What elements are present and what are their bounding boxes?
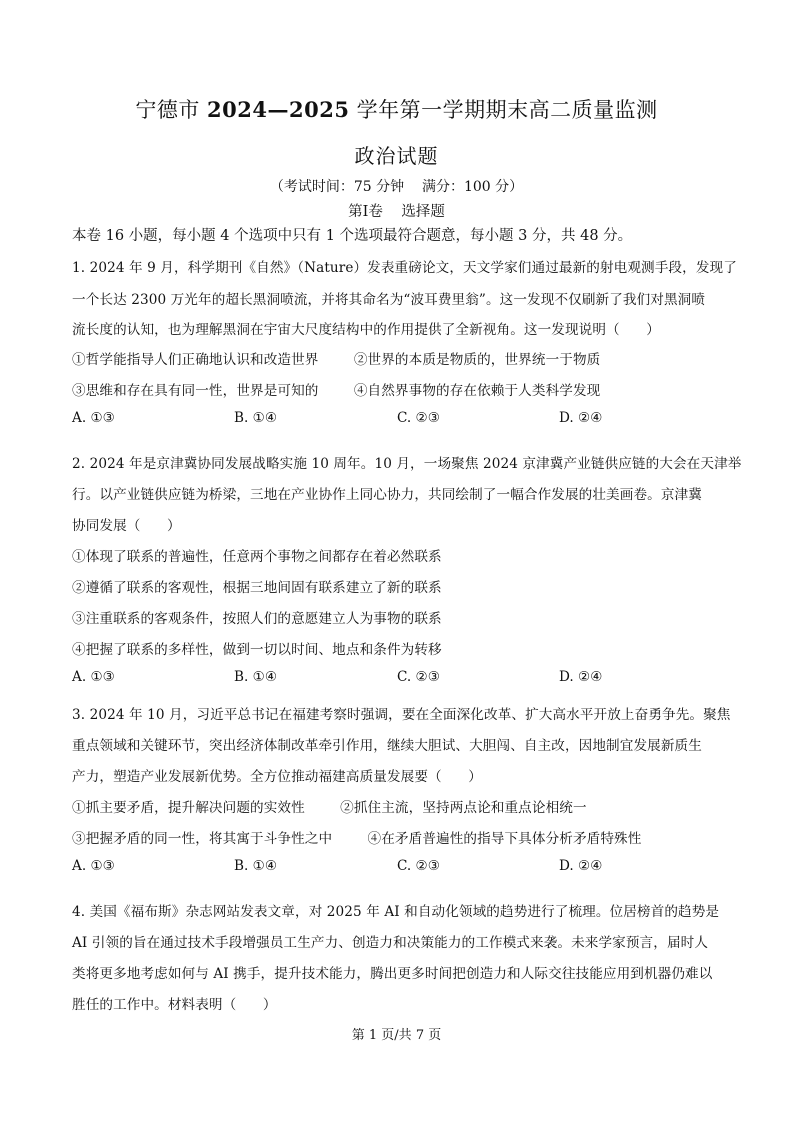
question-4-stem-line: 4. 美国《福布斯》杂志网站发表文章，对 2025 年 AI 和自动化领域的趋势进行了梳理。位居榜首的趋势是 <box>72 904 720 920</box>
option-b[interactable]: B. ①④ <box>234 669 278 685</box>
question-3-stem-line: 重点领域和关键环节，突出经济体制改革牵引作用，继续大胆试、大胆闯、自主改，因地制宜发展新质生 <box>72 738 702 754</box>
question-2-statement: ④把握了联系的多样性，做到一切以时间、地点和条件为转移 <box>72 642 442 658</box>
question-2-options <box>72 669 732 689</box>
option-b[interactable]: B. ①④ <box>234 410 278 426</box>
option-c[interactable]: C. ②③ <box>397 669 440 685</box>
option-d[interactable]: D. ②④ <box>559 858 603 874</box>
question-3-stem-line: 产力，塑造产业发展新优势。全方位推动福建高质量发展要（ ） <box>72 769 482 785</box>
question-1-options <box>72 410 732 430</box>
option-c[interactable]: C. ②③ <box>397 410 440 426</box>
option-a[interactable]: A. ①③ <box>72 410 115 426</box>
section-heading: 第Ⅰ卷 选择题 <box>348 204 445 220</box>
question-1-stem-line: 一个长达 2300 万光年的超长黑洞喷流，并将其命名为“波耳费里翁”。这一发现不仅刷新了我们对黑洞喷 <box>72 292 706 308</box>
page-footer: 第 1 页/共 7 页 <box>351 1028 442 1043</box>
question-2-statement: ①体现了联系的普遍性，任意两个事物之间都存在着必然联系 <box>72 549 442 565</box>
question-2-stem-line: 协同发展（ ） <box>72 518 181 534</box>
section-instructions: 本卷 16 小题，每小题 4 个选项中只有 1 个选项最符合题意，每小题 3 分，共 48 分。 <box>72 228 633 244</box>
title-years: 2024—2025 <box>207 97 350 122</box>
question-4-stem-line: 胜任的工作中。材料表明（ ） <box>72 997 277 1013</box>
option-b[interactable]: B. ①④ <box>234 858 278 874</box>
option-c[interactable]: C. ②③ <box>397 858 440 874</box>
question-1-stem-line: 流长度的认知，也为理解黑洞在宇宙大尺度结构中的作用提供了全新视角。这一发现说明（ ） <box>72 322 660 338</box>
option-a[interactable]: A. ①③ <box>72 669 115 685</box>
question-3-statement: ①抓主要矛盾，提升解决问题的实效性 ②抓住主流，坚持两点论和重点论相统一 <box>72 800 587 816</box>
option-d[interactable]: D. ②④ <box>559 669 603 685</box>
question-2-stem-line: 2. 2024 年是京津冀协同发展战略实施 10 周年。10 月，一场聚焦 2024 京津冀产业链供应链的大会在天津举 <box>72 456 742 472</box>
question-1-statement: ①哲学能指导人们正确地认识和改造世界 ②世界的本质是物质的，世界统一于物质 <box>72 352 601 368</box>
question-3-stem-line: 3. 2024 年 10 月，习近平总书记在福建考察时强调，要在全面深化改革、扩大高水平开放上奋勇争先。聚焦 <box>72 707 731 723</box>
question-4-stem-line: 类将更多地考虑如何与 AI 携手，提升技术能力，腾出更多时间把创造力和人际交往技能应用到机器仍难以 <box>72 966 713 982</box>
question-3-options <box>72 858 732 878</box>
title-prefix: 宁德市 <box>135 98 208 122</box>
option-d[interactable]: D. ②④ <box>559 410 603 426</box>
title-suffix: 学年第一学期期末高二质量监测 <box>349 98 658 122</box>
question-2-stem-line: 行。以产业链供应链为桥梁，三地在产业协作上同心协力，共同绘制了一幅合作发展的壮美画卷。京津冀 <box>72 487 702 503</box>
question-1-stem-line: 1. 2024 年 9 月，科学期刊《自然》（Nature）发表重磅论文，天文学家们通过最新的射电观测手段，发现了 <box>72 260 737 276</box>
question-1-statement: ③思维和存在具有同一性，世界是可知的 ④自然界事物的存在依赖于人类科学发现 <box>72 383 601 399</box>
option-a[interactable]: A. ①③ <box>72 858 115 874</box>
question-2-statement: ③注重联系的客观条件，按照人们的意愿建立人为事物的联系 <box>72 611 442 627</box>
exam-info: （考试时间：75 分钟 满分：100 分） <box>269 179 524 195</box>
question-3-statement: ③把握矛盾的同一性，将其寓于斗争性之中 ④在矛盾普遍性的指导下具体分析矛盾特殊性 <box>72 831 642 847</box>
question-2-statement: ②遵循了联系的客观性，根据三地间固有联系建立了新的联系 <box>72 580 442 596</box>
subject-title: 政治试题 <box>354 144 439 168</box>
exam-title <box>0 94 793 124</box>
question-4-stem-line: AI 引领的旨在通过技术手段增强员工生产力、创造力和决策能力的工作模式来袭。未来学家预言，届时人 <box>72 935 709 951</box>
